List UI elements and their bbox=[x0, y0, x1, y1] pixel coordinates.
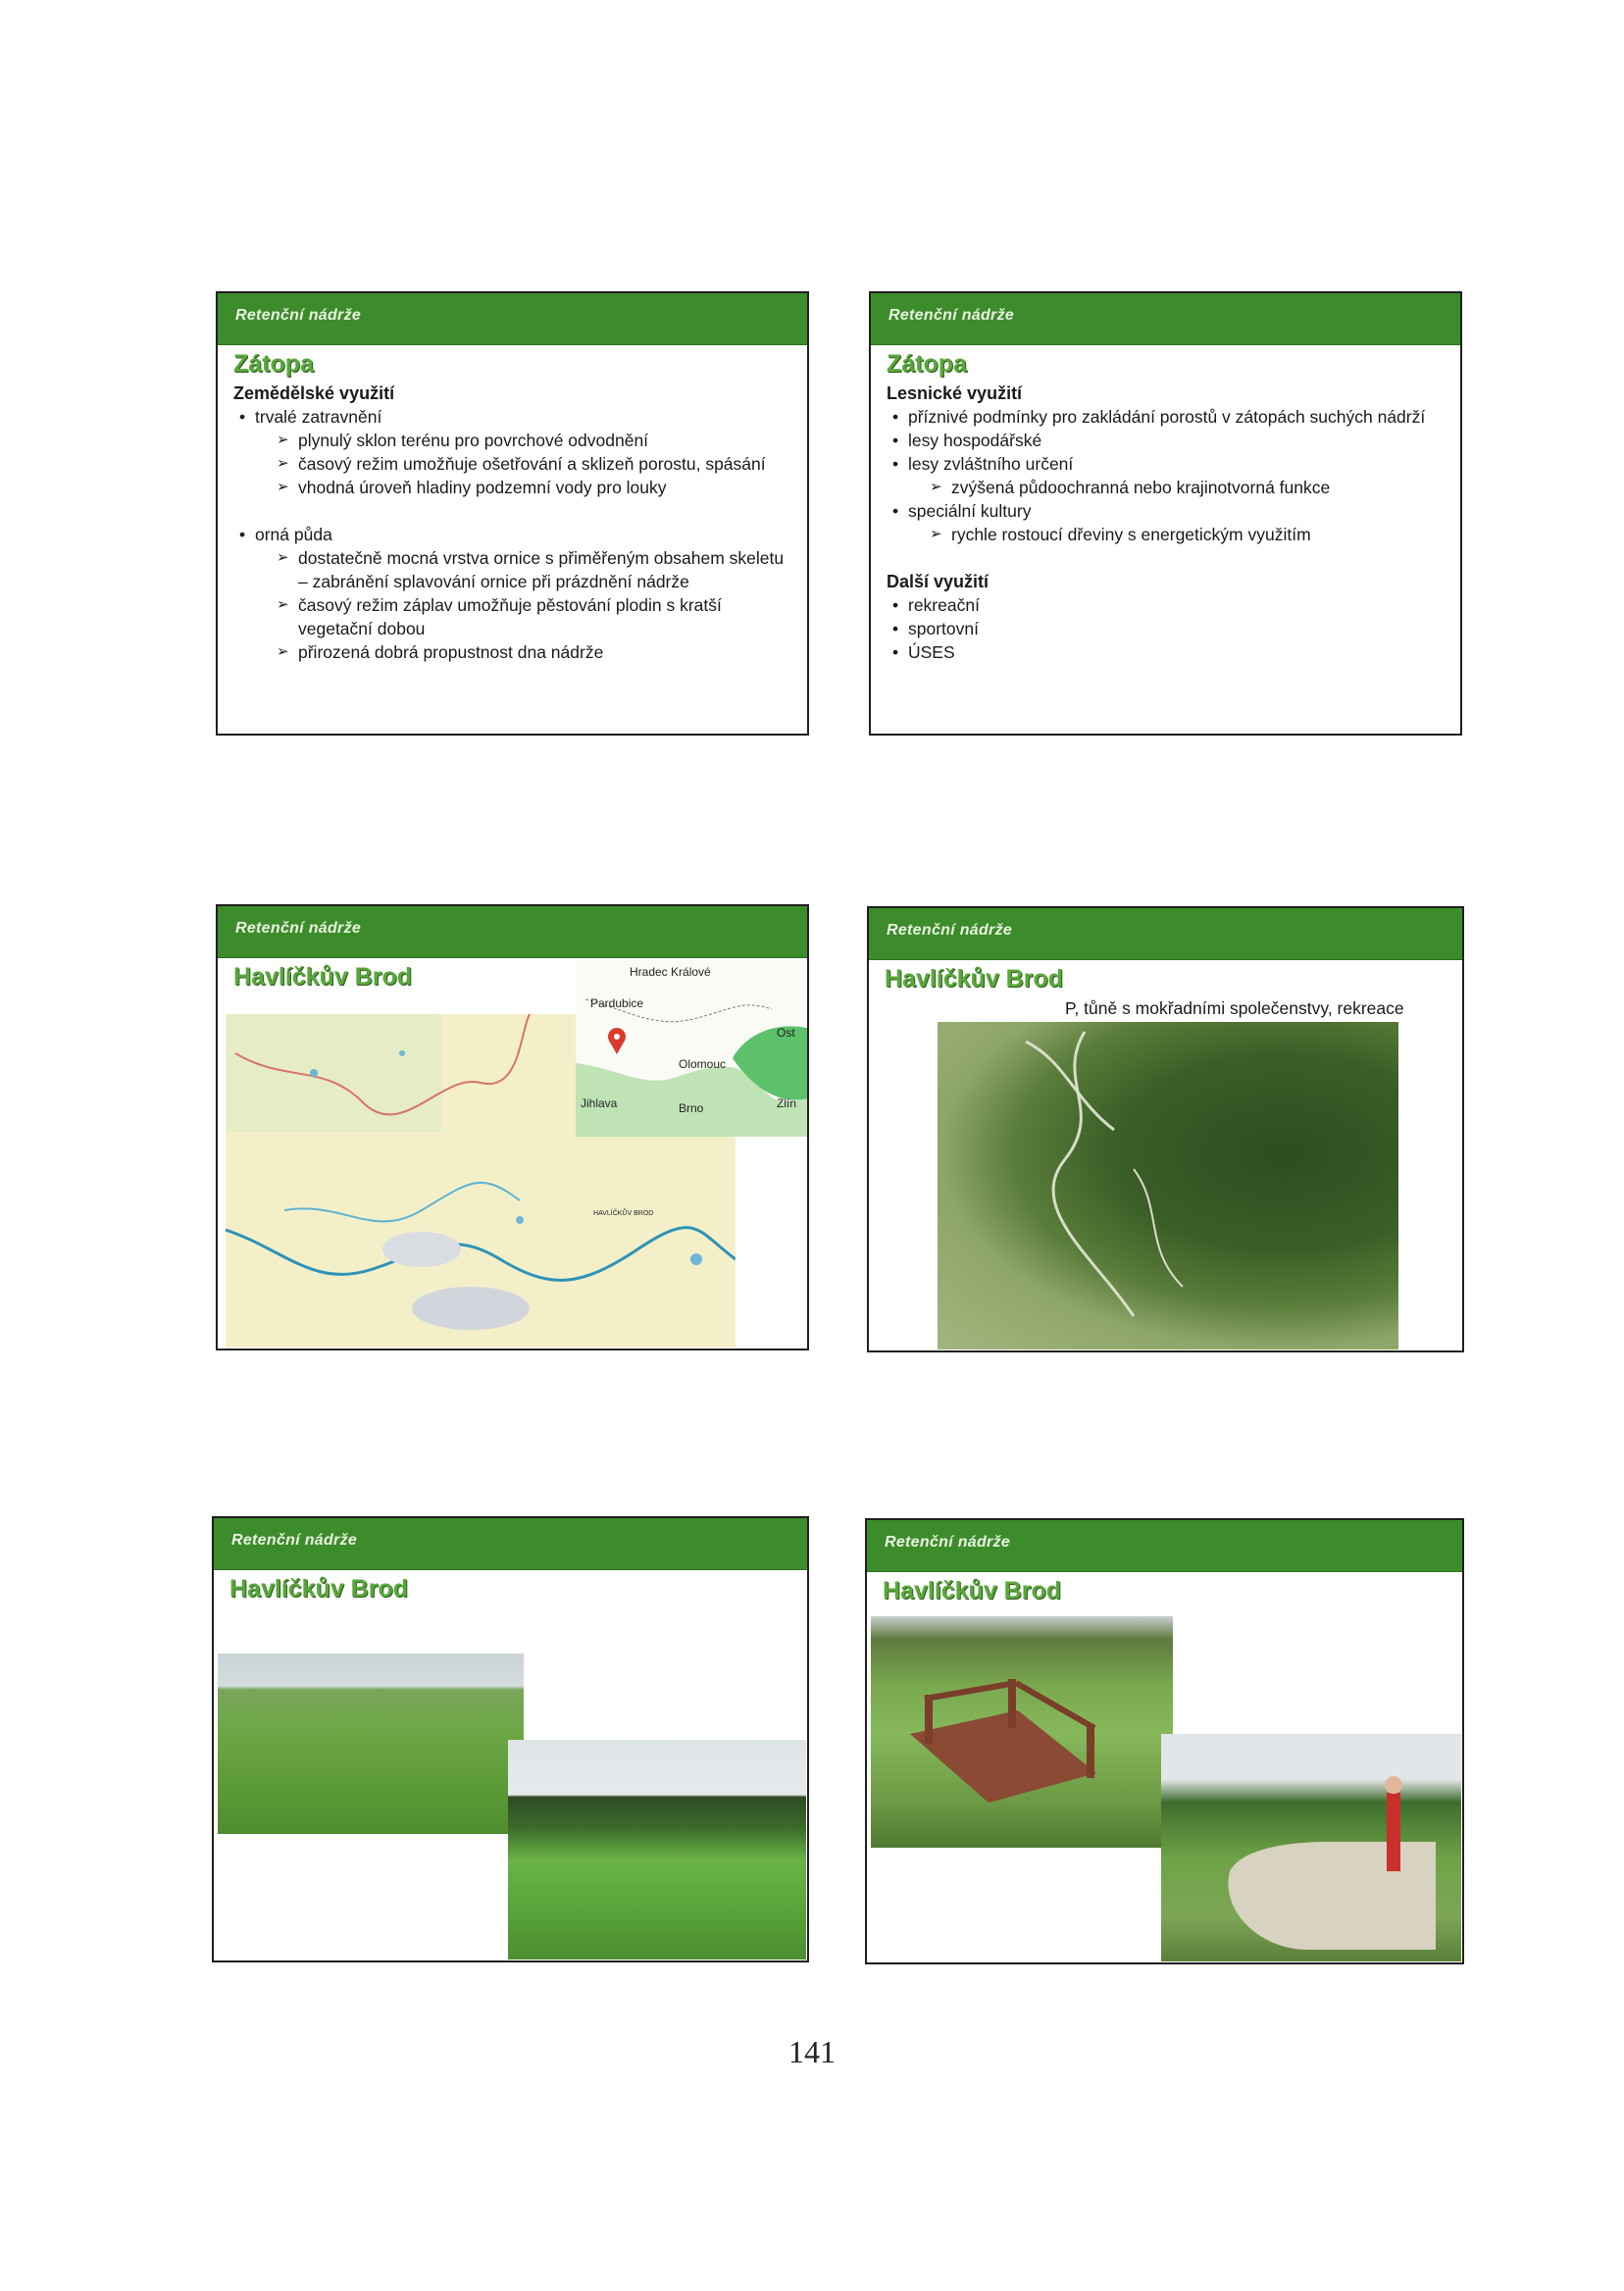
slide-title: Havlíčkův Brod bbox=[883, 1577, 1062, 1604]
slide-title: Havlíčkův Brod bbox=[229, 1575, 409, 1603]
slide-title: Havlíčkův Brod bbox=[233, 963, 413, 991]
slide-havlickuv-brod-aerial bbox=[867, 906, 1464, 1352]
slide-havlickuv-brod-photos-1 bbox=[212, 1516, 809, 1962]
slide-title: Zátopa bbox=[233, 350, 314, 378]
map-label-brno: Brno bbox=[679, 1101, 704, 1115]
slide-zatopa-zemedelske bbox=[216, 291, 809, 736]
aerial-photo bbox=[938, 1022, 1398, 1349]
slide-body bbox=[887, 382, 1445, 664]
bullet: • trvalé zatravnění bbox=[233, 405, 791, 429]
slide-header bbox=[214, 1518, 807, 1570]
sub-bullet: ➢ vhodná úroveň hladiny podzemní vody pro louky bbox=[233, 476, 791, 499]
slide-havlickuv-brod-photos-2 bbox=[865, 1518, 1464, 1964]
sub-bullet: ➢ časový režim umožňuje ošetřování a sklizeň porostu, spásání bbox=[233, 452, 791, 476]
sub-heading: Zemědělské využití bbox=[233, 383, 395, 403]
slide-title: Havlíčkův Brod bbox=[885, 965, 1064, 993]
slide-header-label: Retenční nádrže bbox=[887, 922, 1013, 939]
sub-bullet: ➢ časový režim záplav umožňuje pěstování plodin s kratší vegetační dobou bbox=[233, 593, 791, 640]
bullet: • lesy zvláštního určení bbox=[887, 452, 1445, 476]
region-map-graphic bbox=[576, 960, 809, 1137]
slide-header bbox=[867, 1520, 1462, 1572]
sub-bullet: ➢ rychle rostoucí dřeviny s energetickým využitím bbox=[887, 523, 1445, 546]
map-label-hradec: Hradec Králové bbox=[630, 965, 711, 979]
bullet: • rekreační bbox=[887, 593, 1445, 617]
bullet: • příznivé podmínky pro zakládání porostů v zátopách suchých nádrží bbox=[887, 405, 1445, 429]
meadow-photo bbox=[218, 1654, 524, 1834]
slide-havlickuv-brod-map bbox=[216, 904, 809, 1350]
slide-zatopa-lesnicke bbox=[869, 291, 1462, 736]
bullet: • orná půda bbox=[233, 523, 791, 546]
slide-header bbox=[871, 293, 1460, 345]
slide-header bbox=[869, 908, 1462, 960]
slide-caption: P, tůně s mokřadními společenstvy, rekreace bbox=[1065, 998, 1404, 1018]
footbridge-graphic bbox=[871, 1616, 1173, 1848]
pond-photo bbox=[508, 1740, 806, 1960]
sub-bullet: ➢ zvýšená půdoochranná nebo krajinotvorná funkce bbox=[887, 476, 1445, 499]
map-label-zlin: Zlín bbox=[777, 1096, 797, 1110]
footbridge-photo bbox=[871, 1616, 1173, 1848]
slide-header bbox=[218, 293, 807, 345]
slide-body bbox=[233, 382, 791, 664]
slide-header bbox=[218, 906, 807, 958]
map-label-jihlava: Jihlava bbox=[581, 1096, 618, 1110]
outlet-graphic bbox=[1161, 1734, 1461, 1961]
map-label-pardubice: Pardubice bbox=[590, 996, 644, 1010]
slide-title: Zátopa bbox=[887, 350, 967, 378]
bullet: • sportovní bbox=[887, 617, 1445, 640]
sub-heading: Lesnické využití bbox=[887, 383, 1023, 403]
slide-header-label: Retenční nádrže bbox=[231, 1532, 358, 1549]
aerial-paths bbox=[938, 1022, 1398, 1349]
page-number: 141 bbox=[788, 2034, 836, 2069]
map-label-olomouc: Olomouc bbox=[679, 1057, 727, 1071]
bullet: • speciální kultury bbox=[887, 499, 1445, 523]
bullet: • lesy hospodářské bbox=[887, 429, 1445, 452]
map-label-ostrava: Ost bbox=[777, 1026, 795, 1040]
sub-heading: Další využití bbox=[887, 572, 990, 591]
region-map-inset bbox=[576, 960, 809, 1137]
sub-bullet: ➢ plynulý sklon terénu pro povrchové odvodnění bbox=[233, 429, 791, 452]
sub-bullet: ➢ dostatečně mocná vrstva ornice s přiměřeným obsahem skeletu – zabránění splavování ornice při prázdnění nádrže bbox=[233, 546, 791, 593]
bullet: • ÚSES bbox=[887, 640, 1445, 664]
outlet-structure-photo bbox=[1161, 1734, 1461, 1961]
sub-bullet: ➢ přirozená dobrá propustnost dna nádrže bbox=[233, 640, 791, 664]
map-label-town: HAVLÍČKŮV BROD bbox=[593, 1210, 654, 1217]
slide-header-label: Retenční nádrže bbox=[888, 307, 1015, 324]
slide-header-label: Retenční nádrže bbox=[235, 307, 362, 324]
slide-header-label: Retenční nádrže bbox=[235, 920, 362, 937]
slide-header-label: Retenční nádrže bbox=[885, 1534, 1011, 1551]
